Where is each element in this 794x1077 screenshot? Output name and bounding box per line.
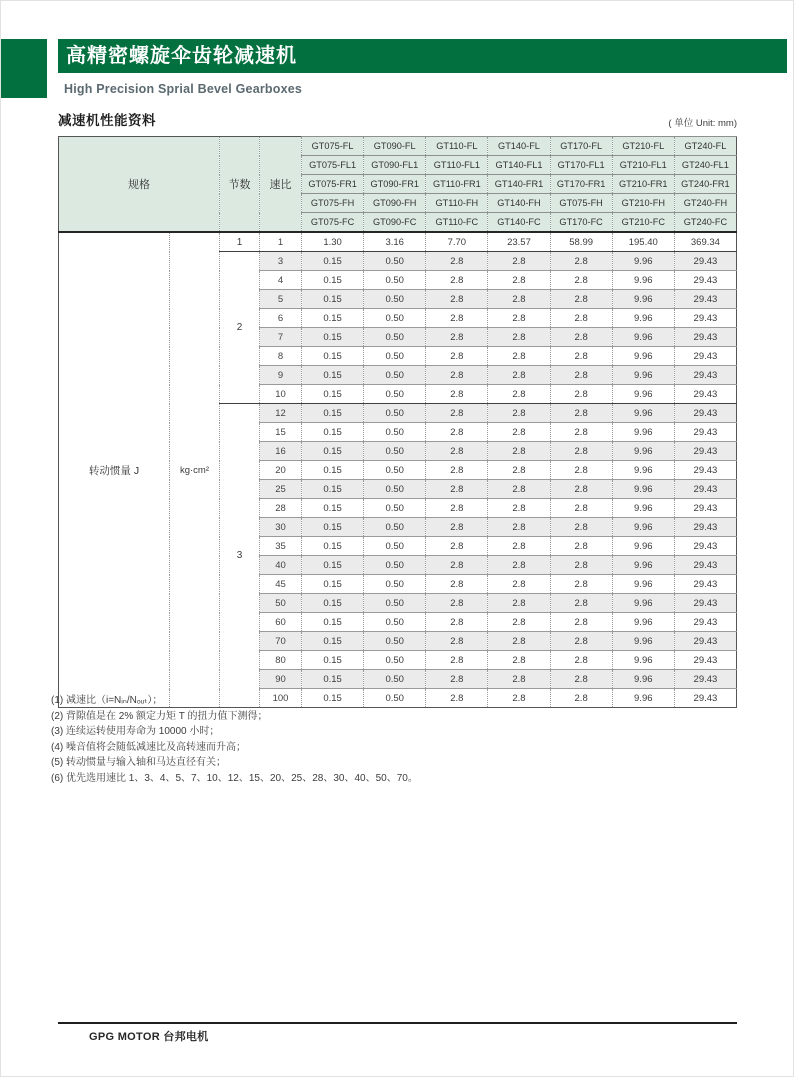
value-cell: 9.96 [612, 347, 674, 366]
value-cell: 0.50 [364, 385, 426, 404]
value-cell: 2.8 [488, 537, 550, 556]
value-cell: 0.15 [302, 252, 364, 271]
value-cell: 2.8 [550, 537, 612, 556]
model-header-cell: GT140-FL [488, 137, 550, 156]
value-cell: 9.96 [612, 328, 674, 347]
value-cell: 2.8 [426, 689, 488, 708]
value-cell: 2.8 [426, 613, 488, 632]
model-header-cell: GT240-FH [674, 194, 736, 213]
value-cell: 2.8 [426, 594, 488, 613]
stage-cell: 2 [220, 252, 260, 404]
model-header-cell: GT075-FH [550, 194, 612, 213]
value-cell: 2.8 [550, 252, 612, 271]
value-cell: 29.43 [674, 271, 736, 290]
value-cell: 9.96 [612, 423, 674, 442]
page-subtitle: High Precision Sprial Bevel Gearboxes [64, 82, 303, 96]
value-cell: 2.8 [550, 575, 612, 594]
value-cell: 29.43 [674, 423, 736, 442]
value-cell: 0.50 [364, 290, 426, 309]
value-cell: 2.8 [488, 613, 550, 632]
model-header-cell: GT170-FL1 [550, 156, 612, 175]
model-header-cell: GT140-FC [488, 213, 550, 233]
value-cell: 0.15 [302, 651, 364, 670]
value-cell: 2.8 [550, 290, 612, 309]
value-cell: 29.43 [674, 385, 736, 404]
value-cell: 0.15 [302, 404, 364, 423]
value-cell: 0.15 [302, 518, 364, 537]
ratio-cell: 100 [260, 689, 302, 708]
value-cell: 0.50 [364, 670, 426, 689]
value-cell: 29.43 [674, 442, 736, 461]
value-cell: 2.8 [426, 404, 488, 423]
model-header-cell: GT140-FH [488, 194, 550, 213]
value-cell: 2.8 [550, 689, 612, 708]
value-cell: 2.8 [550, 651, 612, 670]
value-cell: 2.8 [426, 366, 488, 385]
model-header-cell: GT090-FR1 [364, 175, 426, 194]
value-cell: 2.8 [426, 556, 488, 575]
value-cell: 29.43 [674, 290, 736, 309]
value-cell: 0.50 [364, 252, 426, 271]
value-cell: 0.15 [302, 613, 364, 632]
model-header-cell: GT110-FL [426, 137, 488, 156]
value-cell: 2.8 [426, 442, 488, 461]
value-cell: 0.50 [364, 442, 426, 461]
value-cell: 9.96 [612, 271, 674, 290]
value-cell: 2.8 [488, 347, 550, 366]
value-cell: 29.43 [674, 309, 736, 328]
value-cell: 2.8 [550, 556, 612, 575]
value-cell: 2.8 [488, 461, 550, 480]
value-cell: 2.8 [488, 385, 550, 404]
ratio-cell: 15 [260, 423, 302, 442]
value-cell: 2.8 [488, 499, 550, 518]
value-cell: 0.50 [364, 651, 426, 670]
value-cell: 2.8 [550, 632, 612, 651]
value-cell: 2.8 [550, 385, 612, 404]
value-cell: 9.96 [612, 632, 674, 651]
value-cell: 29.43 [674, 404, 736, 423]
value-cell: 29.43 [674, 556, 736, 575]
value-cell: 0.15 [302, 328, 364, 347]
model-header-cell: GT240-FC [674, 213, 736, 233]
ratio-cell: 25 [260, 480, 302, 499]
value-cell: 2.8 [488, 556, 550, 575]
value-cell: 0.50 [364, 480, 426, 499]
ratio-cell: 3 [260, 252, 302, 271]
value-cell: 0.15 [302, 499, 364, 518]
value-cell: 2.8 [426, 423, 488, 442]
model-header-cell: GT110-FC [426, 213, 488, 233]
value-cell: 9.96 [612, 613, 674, 632]
value-cell: 2.8 [426, 480, 488, 499]
value-cell: 9.96 [612, 404, 674, 423]
value-cell: 2.8 [550, 366, 612, 385]
value-cell: 0.50 [364, 556, 426, 575]
value-cell: 0.15 [302, 461, 364, 480]
value-cell: 9.96 [612, 442, 674, 461]
value-cell: 2.8 [488, 594, 550, 613]
value-cell: 0.15 [302, 632, 364, 651]
value-cell: 2.8 [488, 480, 550, 499]
ratio-cell: 28 [260, 499, 302, 518]
ratio-cell: 40 [260, 556, 302, 575]
value-cell: 2.8 [550, 442, 612, 461]
value-cell: 2.8 [488, 670, 550, 689]
performance-table [58, 136, 737, 708]
value-cell: 23.57 [488, 232, 550, 252]
value-cell: 29.43 [674, 689, 736, 708]
value-cell: 2.8 [488, 632, 550, 651]
ratio-column-header: 速比 [260, 137, 302, 233]
footnote: (2) 背隙值是在 2% 额定力矩 T 的扭力值下测得； [51, 710, 268, 722]
ratio-cell: 45 [260, 575, 302, 594]
value-cell: 29.43 [674, 461, 736, 480]
value-cell: 29.43 [674, 252, 736, 271]
value-cell: 29.43 [674, 613, 736, 632]
model-header-cell: GT075-FL [302, 137, 364, 156]
value-cell: 0.50 [364, 632, 426, 651]
unit-note: ( 单位 Unit: mm) [668, 118, 737, 129]
value-cell: 0.15 [302, 385, 364, 404]
model-header-cell: GT240-FR1 [674, 175, 736, 194]
section-header [58, 107, 737, 129]
value-cell: 2.8 [488, 271, 550, 290]
model-header-cell: GT240-FL [674, 137, 736, 156]
value-cell: 2.8 [426, 347, 488, 366]
model-header-cell: GT075-FR1 [302, 175, 364, 194]
ratio-cell: 30 [260, 518, 302, 537]
value-cell: 2.8 [488, 575, 550, 594]
value-cell: 2.8 [550, 594, 612, 613]
value-cell: 29.43 [674, 328, 736, 347]
value-cell: 29.43 [674, 632, 736, 651]
ratio-cell: 70 [260, 632, 302, 651]
value-cell: 0.15 [302, 689, 364, 708]
value-cell: 29.43 [674, 594, 736, 613]
value-cell: 0.15 [302, 347, 364, 366]
ratio-cell: 20 [260, 461, 302, 480]
value-cell: 0.50 [364, 309, 426, 328]
model-header-cell: GT140-FR1 [488, 175, 550, 194]
value-cell: 9.96 [612, 670, 674, 689]
footnote: (6) 优先选用速比 1、3、4、5、7、10、12、15、20、25、28、30、40、50、70。 [51, 772, 418, 784]
value-cell: 9.96 [612, 366, 674, 385]
footnote: (4) 噪音值将会随低减速比及高转速而升高； [51, 741, 246, 753]
value-cell: 195.40 [612, 232, 674, 252]
value-cell: 9.96 [612, 499, 674, 518]
value-cell: 2.8 [426, 499, 488, 518]
value-cell: 3.16 [364, 232, 426, 252]
value-cell: 2.8 [426, 385, 488, 404]
value-cell: 2.8 [426, 271, 488, 290]
value-cell: 9.96 [612, 290, 674, 309]
value-cell: 29.43 [674, 670, 736, 689]
table-row [59, 232, 737, 252]
value-cell: 9.96 [612, 518, 674, 537]
value-cell: 0.50 [364, 613, 426, 632]
value-cell: 0.15 [302, 271, 364, 290]
model-header-cell: GT210-FC [612, 213, 674, 233]
value-cell: 9.96 [612, 252, 674, 271]
value-cell: 2.8 [426, 309, 488, 328]
value-cell: 2.8 [550, 670, 612, 689]
model-header-cell: GT210-FL [612, 137, 674, 156]
value-cell: 0.50 [364, 499, 426, 518]
value-cell: 2.8 [550, 271, 612, 290]
ratio-cell: 8 [260, 347, 302, 366]
spec-label-cell: 转动惯量 J [59, 232, 170, 708]
value-cell: 0.50 [364, 575, 426, 594]
model-header-cell: GT075-FL1 [302, 156, 364, 175]
value-cell: 0.50 [364, 423, 426, 442]
model-header-cell: GT140-FL1 [488, 156, 550, 175]
ratio-cell: 9 [260, 366, 302, 385]
ratio-cell: 60 [260, 613, 302, 632]
stage-cell: 3 [220, 404, 260, 708]
value-cell: 29.43 [674, 499, 736, 518]
footnote: (3) 连续运转使用寿命为 10000 小时； [51, 726, 220, 738]
value-cell: 29.43 [674, 651, 736, 670]
value-cell: 2.8 [488, 442, 550, 461]
model-header-cell: GT090-FL1 [364, 156, 426, 175]
value-cell: 29.43 [674, 575, 736, 594]
value-cell: 2.8 [488, 328, 550, 347]
value-cell: 2.8 [550, 423, 612, 442]
value-cell: 9.96 [612, 575, 674, 594]
value-cell: 0.15 [302, 480, 364, 499]
ratio-cell: 6 [260, 309, 302, 328]
value-cell: 2.8 [426, 328, 488, 347]
value-cell: 2.8 [550, 461, 612, 480]
ratio-cell: 35 [260, 537, 302, 556]
value-cell: 0.15 [302, 670, 364, 689]
model-header-cell: GT170-FC [550, 213, 612, 233]
value-cell: 0.15 [302, 309, 364, 328]
value-cell: 2.8 [488, 252, 550, 271]
value-cell: 2.8 [550, 404, 612, 423]
model-header-cell: GT090-FH [364, 194, 426, 213]
value-cell: 2.8 [426, 670, 488, 689]
value-cell: 0.50 [364, 404, 426, 423]
value-cell: 2.8 [426, 651, 488, 670]
model-header-cell: GT090-FL [364, 137, 426, 156]
value-cell: 2.8 [488, 423, 550, 442]
ratio-cell: 5 [260, 290, 302, 309]
value-cell: 0.15 [302, 537, 364, 556]
footer-divider [58, 1022, 737, 1024]
model-header-cell: GT170-FR1 [550, 175, 612, 194]
value-cell: 2.8 [426, 290, 488, 309]
value-cell: 29.43 [674, 518, 736, 537]
value-cell: 1.30 [302, 232, 364, 252]
page-title: 高精密螺旋伞齿轮减速机 [66, 45, 297, 67]
model-header-cell: GT090-FC [364, 213, 426, 233]
value-cell: 2.8 [488, 290, 550, 309]
value-cell: 9.96 [612, 480, 674, 499]
model-header-cell: GT210-FL1 [612, 156, 674, 175]
value-cell: 0.15 [302, 423, 364, 442]
value-cell: 0.50 [364, 689, 426, 708]
value-cell: 2.8 [550, 328, 612, 347]
value-cell: 0.50 [364, 271, 426, 290]
value-cell: 29.43 [674, 480, 736, 499]
stage-cell: 1 [220, 232, 260, 252]
table-body [59, 232, 737, 708]
value-cell: 0.15 [302, 442, 364, 461]
value-cell: 2.8 [426, 537, 488, 556]
page-title-bar [58, 39, 787, 73]
model-header-cell: GT210-FH [612, 194, 674, 213]
ratio-cell: 50 [260, 594, 302, 613]
model-header-cell: GT075-FC [302, 213, 364, 233]
value-cell: 369.34 [674, 232, 736, 252]
value-cell: 2.8 [426, 575, 488, 594]
stages-column-header: 节数 [220, 137, 260, 233]
value-cell: 2.8 [488, 651, 550, 670]
ratio-cell: 4 [260, 271, 302, 290]
value-cell: 2.8 [488, 689, 550, 708]
value-cell: 0.50 [364, 594, 426, 613]
brand-accent-square [1, 39, 47, 98]
model-header-row [59, 137, 737, 156]
value-cell: 2.8 [488, 404, 550, 423]
value-cell: 0.15 [302, 366, 364, 385]
model-header-cell: GT170-FL [550, 137, 612, 156]
value-cell: 2.8 [426, 518, 488, 537]
value-cell: 0.50 [364, 461, 426, 480]
section-title: 减速机性能资料 [58, 113, 156, 128]
value-cell: 58.99 [550, 232, 612, 252]
value-cell: 2.8 [488, 366, 550, 385]
value-cell: 2.8 [550, 480, 612, 499]
ratio-cell: 90 [260, 670, 302, 689]
value-cell: 2.8 [426, 461, 488, 480]
value-cell: 9.96 [612, 385, 674, 404]
footnote: (5) 转动惯量与输入轴和马达直径有关； [51, 757, 226, 769]
ratio-cell: 1 [260, 232, 302, 252]
spec-column-header: 规格 [59, 137, 220, 233]
value-cell: 9.96 [612, 309, 674, 328]
value-cell: 0.15 [302, 290, 364, 309]
value-cell: 9.96 [612, 461, 674, 480]
value-cell: 9.96 [612, 537, 674, 556]
value-cell: 2.8 [488, 309, 550, 328]
model-header-cell: GT240-FL1 [674, 156, 736, 175]
value-cell: 9.96 [612, 689, 674, 708]
ratio-cell: 16 [260, 442, 302, 461]
value-cell: 9.96 [612, 594, 674, 613]
model-header-cell: GT075-FH [302, 194, 364, 213]
value-cell: 2.8 [550, 499, 612, 518]
value-cell: 29.43 [674, 537, 736, 556]
ratio-cell: 10 [260, 385, 302, 404]
spec-unit-cell: kg·cm² [170, 232, 220, 708]
value-cell: 2.8 [550, 613, 612, 632]
ratio-cell: 7 [260, 328, 302, 347]
value-cell: 0.15 [302, 594, 364, 613]
model-header-cell: GT110-FH [426, 194, 488, 213]
value-cell: 7.70 [426, 232, 488, 252]
footer-brand: GPG MOTOR 台邦电机 [89, 1031, 209, 1043]
value-cell: 2.8 [550, 347, 612, 366]
footnote: (1) 减速比（i=Nᵢₙ/Nₒᵤₜ）； [51, 695, 163, 706]
value-cell: 2.8 [550, 309, 612, 328]
value-cell: 2.8 [550, 518, 612, 537]
value-cell: 29.43 [674, 347, 736, 366]
footnotes [51, 693, 731, 787]
value-cell: 2.8 [488, 518, 550, 537]
table-head [59, 137, 737, 233]
value-cell: 0.50 [364, 366, 426, 385]
value-cell: 0.50 [364, 537, 426, 556]
value-cell: 0.50 [364, 518, 426, 537]
value-cell: 0.50 [364, 328, 426, 347]
value-cell: 29.43 [674, 366, 736, 385]
model-header-cell: GT110-FR1 [426, 175, 488, 194]
value-cell: 0.15 [302, 575, 364, 594]
value-cell: 0.15 [302, 556, 364, 575]
value-cell: 9.96 [612, 556, 674, 575]
value-cell: 2.8 [426, 632, 488, 651]
ratio-cell: 12 [260, 404, 302, 423]
value-cell: 2.8 [426, 252, 488, 271]
value-cell: 0.50 [364, 347, 426, 366]
value-cell: 9.96 [612, 651, 674, 670]
ratio-cell: 80 [260, 651, 302, 670]
model-header-cell: GT110-FL1 [426, 156, 488, 175]
model-header-cell: GT210-FR1 [612, 175, 674, 194]
